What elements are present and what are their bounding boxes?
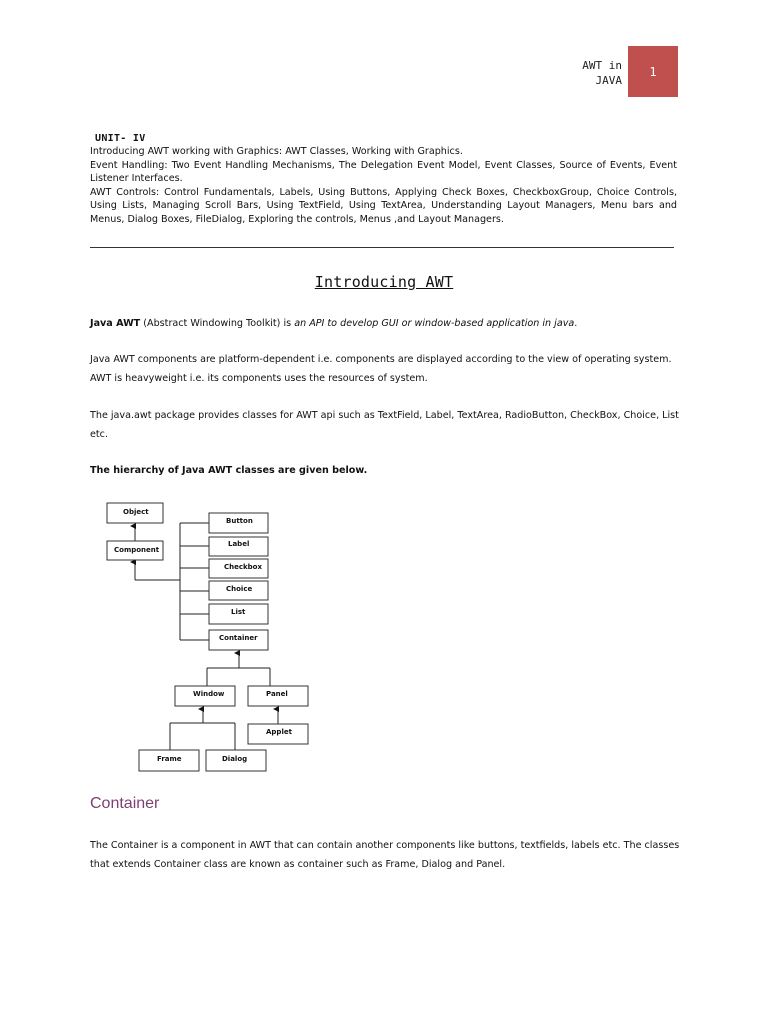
node-choice-label: Choice bbox=[226, 585, 253, 593]
node-component-label: Component bbox=[114, 546, 160, 554]
container-paragraph bbox=[90, 836, 680, 874]
node-label-label: Label bbox=[228, 540, 250, 548]
container-text: The Container is a component in AWT that can contain another components like buttons, textfields, labels etc. The classes that extends Container class are known as container such as Frame, Dialog and Panel. bbox=[90, 840, 680, 870]
intro-definition: an API to develop GUI or window-based application in java bbox=[294, 318, 575, 329]
header-title-line-2: JAVA bbox=[595, 74, 622, 87]
syllabus-line-events: Event Handling: Two Event Handling Mechanisms, The Delegation Event Model, Event Classes, Source of Events, Event Listener Interfaces. bbox=[90, 159, 677, 184]
syllabus-line-awt: Introducing AWT working with Graphics: AWT Classes, Working with Graphics. bbox=[90, 146, 463, 157]
node-list-label: List bbox=[231, 608, 246, 616]
node-frame-label: Frame bbox=[157, 755, 182, 763]
intro-end: . bbox=[574, 318, 578, 329]
intro-paren: (Abstract Windowing Toolkit) is bbox=[140, 318, 295, 329]
node-panel-label: Panel bbox=[266, 690, 288, 698]
header-title-line-1: AWT in bbox=[582, 59, 622, 72]
container-heading: Container bbox=[90, 795, 160, 812]
hierarchy-heading: The hierarchy of Java AWT classes are given below. bbox=[90, 465, 368, 476]
page-number: 1 bbox=[649, 64, 657, 79]
syllabus-line-controls: AWT Controls: Control Fundamentals, Labels, Using Buttons, Applying Check Boxes, CheckboxGroup, Choice Controls, Using Lists, Managing Scroll Bars, Using TextField, Using TextArea, Understanding Layout Managers, Menu bars and Menus, Dialog Boxes, FileDialog, Exploring the controls, Menus ,and Layout Managers. bbox=[90, 186, 677, 225]
node-window-label: Window bbox=[193, 690, 225, 698]
node-dialog-label: Dialog bbox=[222, 755, 248, 763]
unit-heading: UNIT- IV bbox=[95, 133, 146, 144]
section-title: Introducing AWT bbox=[314, 273, 454, 291]
package-text: The java.awt package provides classes for AWT api such as TextField, Label, TextArea, RadioButton, CheckBox, Choice, List etc. bbox=[90, 410, 679, 440]
platform-text: Java AWT components are platform-dependent i.e. components are displayed according to the view of operating system. AWT is heavyweight i.e. its components uses the resources of system. bbox=[90, 354, 672, 384]
node-checkbox-label: Checkbox bbox=[224, 563, 263, 571]
node-button-label: Button bbox=[226, 517, 253, 525]
node-object-label: Object bbox=[123, 508, 149, 516]
node-container-label: Container bbox=[219, 634, 258, 642]
node-applet-label: Applet bbox=[266, 728, 292, 736]
intro-term: Java AWT bbox=[90, 318, 141, 329]
